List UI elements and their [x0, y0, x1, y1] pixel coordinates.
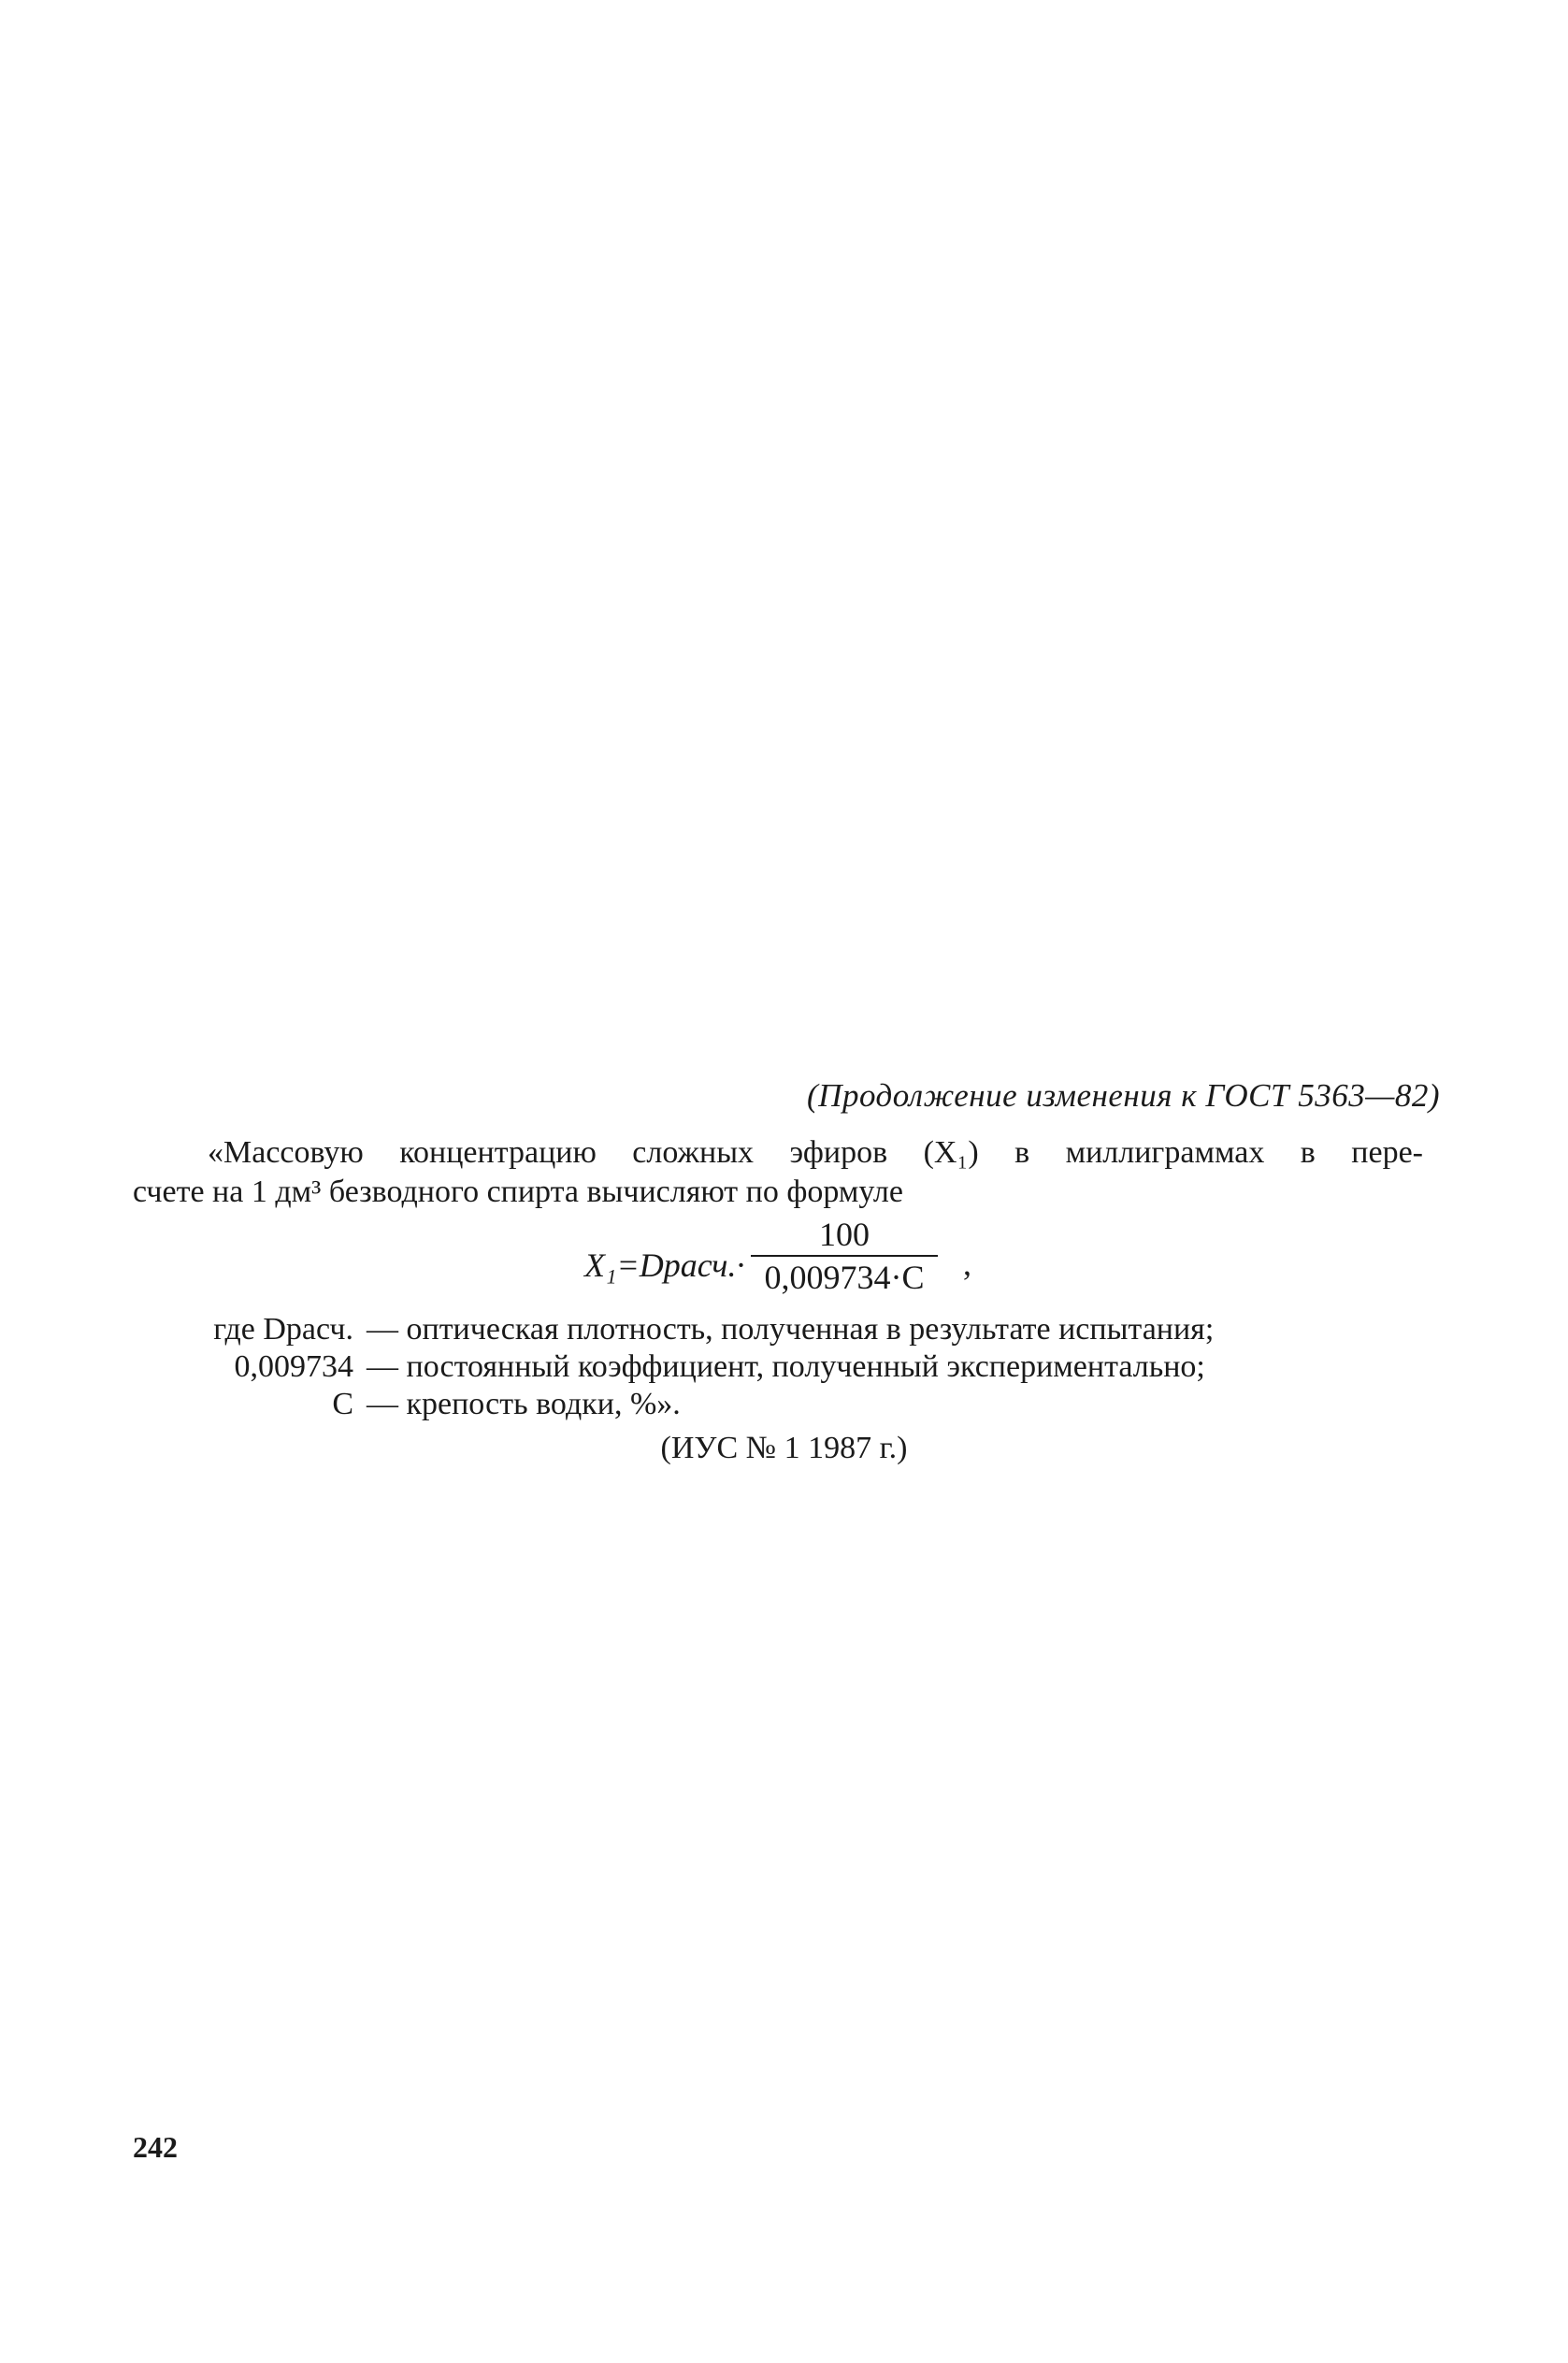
formula-trailing: ,: [963, 1245, 971, 1282]
paragraph-line-1: «Массовую концентрацию сложных эфиров (X₁) в миллиграммах в пере-: [208, 1135, 1423, 1170]
continuation-header: (Продолжение изменения к ГОСТ 5363—82): [807, 1077, 1440, 1114]
formula-fraction: [751, 1216, 938, 1296]
fraction-bar: [751, 1255, 938, 1257]
formula-lhs: X₁=Dрасч.·: [584, 1246, 745, 1284]
formula-numerator: 100: [819, 1216, 870, 1253]
definition-text: — постоянный коэффициент, полученный экспериментально;: [367, 1349, 1205, 1384]
definition-text: — оптическая плотность, полученная в результате испытания;: [367, 1312, 1215, 1347]
paragraph-line-2: счете на 1 дм³ безводного спирта вычисляют по формуле: [133, 1174, 903, 1209]
formula-denominator: 0,009734·C: [764, 1259, 925, 1296]
definition-row: [133, 1386, 1442, 1423]
definition-text: — крепость водки, %».: [367, 1387, 681, 1421]
source-reference: (ИУС № 1 1987 г.): [660, 1431, 908, 1465]
definition-row: [133, 1311, 1442, 1348]
definition-term: 0,009734: [234, 1349, 353, 1384]
page-number: 242: [133, 2130, 178, 2164]
definition-term: C: [332, 1387, 353, 1421]
formula: [584, 1216, 1005, 1309]
definition-row: [133, 1348, 1442, 1386]
definition-term: где Dрасч.: [213, 1312, 353, 1347]
definitions-list: [133, 1311, 1442, 1423]
